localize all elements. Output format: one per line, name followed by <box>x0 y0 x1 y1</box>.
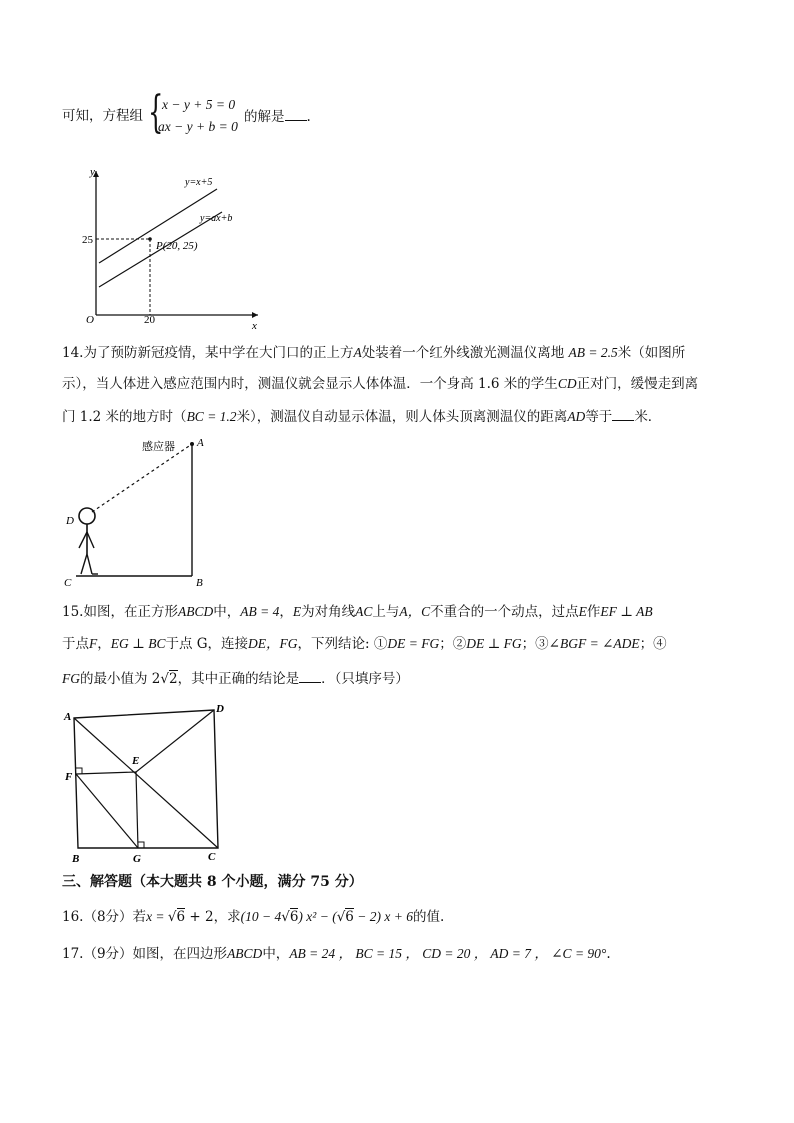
segment-eg <box>136 772 138 848</box>
point-e-label: E <box>132 755 140 767</box>
right-angle-g-icon <box>138 842 144 848</box>
person-head-icon <box>79 508 95 524</box>
person-arm-right <box>87 532 94 548</box>
q13-suffix: 的解是 . <box>244 106 311 127</box>
q15-line-1: 15.如图，在正方形ABCD中，AB = 4，E为对角线AC上与A，C不重合的一个动点，过点E作EF ⊥ AB <box>62 604 653 620</box>
point-f-label: F <box>65 771 73 783</box>
origin-label: O <box>86 314 94 326</box>
q15-line-3: FG的最小值为 2√2，其中正确的结论是 ．（只填序号） <box>62 668 409 689</box>
line1-label: y=x+5 <box>185 177 213 188</box>
equation-system-brace: { <box>148 87 164 138</box>
sqrt-icon: √ <box>336 909 346 925</box>
q14-line-3: 门 1.2 米的地方时（BC = 1.2米），测温仪自动显示体温，则人体头顶离测温仪的距离AD等于 米． <box>62 406 661 427</box>
point-a-label: A <box>197 437 204 449</box>
q14-line-1: 14.为了预防新冠疫情，某中学在大门口的正上方A处装着一个红外线激光测温仪离地 AB = 2.5米（如图所 <box>62 345 686 361</box>
y-tick-label: 25 <box>82 234 93 246</box>
q17-line: 17.（9分）如图，在四边形ABCD中，AB = 24 ， BC = 15 ， CD = 20 ， AD = 7 ， ∠C = 90°. <box>62 946 611 962</box>
laser-line-da <box>92 444 192 512</box>
x-axis-label: x <box>252 320 257 332</box>
sqrt-icon: √ <box>167 909 177 925</box>
y-axis-label: y <box>90 166 95 178</box>
x-tick-label: 20 <box>144 314 155 326</box>
point-c-label: C <box>64 577 72 589</box>
point-p-label: P(20, 25) <box>156 240 198 252</box>
line2-label: y=ax+b <box>200 213 233 224</box>
q15-figure <box>62 702 234 866</box>
segment-ef <box>76 772 136 774</box>
q14-figure <box>62 436 222 588</box>
point-c-label: C <box>208 851 216 863</box>
square-abcd <box>74 710 218 848</box>
point-b-label: B <box>196 577 203 589</box>
q15-line-2: 于点F，EG ⊥ BC于点 G，连接DE，FG，下列结论: ①DE = FG；②DE ⊥ FG；③∠BGF = ∠ADE；④ <box>62 636 667 652</box>
sqrt-icon: √ <box>281 909 290 925</box>
point-g-label: G <box>133 853 141 865</box>
point-b-label: B <box>72 853 80 865</box>
person-arm-left <box>79 532 87 548</box>
x-axis-arrow-icon <box>252 312 258 318</box>
diagonal-ac <box>74 718 218 848</box>
point-d-label: D <box>216 703 224 715</box>
answer-blank[interactable] <box>612 406 634 421</box>
segment-de <box>136 710 214 772</box>
q13-equation-1: x − y + 5 = 0 <box>162 97 236 112</box>
q13-prefix: 可知，方程组 <box>62 108 143 124</box>
answer-blank[interactable] <box>299 668 321 683</box>
point-a-label: A <box>64 711 72 723</box>
sqrt-icon: √ <box>160 671 169 687</box>
person-leg-left <box>81 554 87 574</box>
point-d-label: D <box>66 515 74 527</box>
section-3-title: 三、解答题（本大题共 8 个小题，满分 75 分） <box>62 874 363 890</box>
q16-line: 16.（8分）若x = √6 + 2，求(10 − 4√6) x² − (√6 − 2) x + 6的值. <box>62 909 445 925</box>
q14-line-2: 示），当人体进入感应范围内时，测温仪就会显示人体体温．一个身高 1.6 米的学生CD正对门，缓慢走到离 <box>62 376 699 392</box>
sensor-icon <box>190 442 194 446</box>
person-leg-right <box>87 554 92 574</box>
intersection-point-p <box>148 237 152 241</box>
segment-fg <box>76 774 138 848</box>
sensor-label: 感应器 <box>142 441 175 453</box>
q13-graph <box>82 165 262 332</box>
q13-equation-2: ax − y + b = 0 <box>158 119 238 134</box>
right-angle-f-icon <box>76 768 82 774</box>
answer-blank[interactable] <box>285 106 307 121</box>
